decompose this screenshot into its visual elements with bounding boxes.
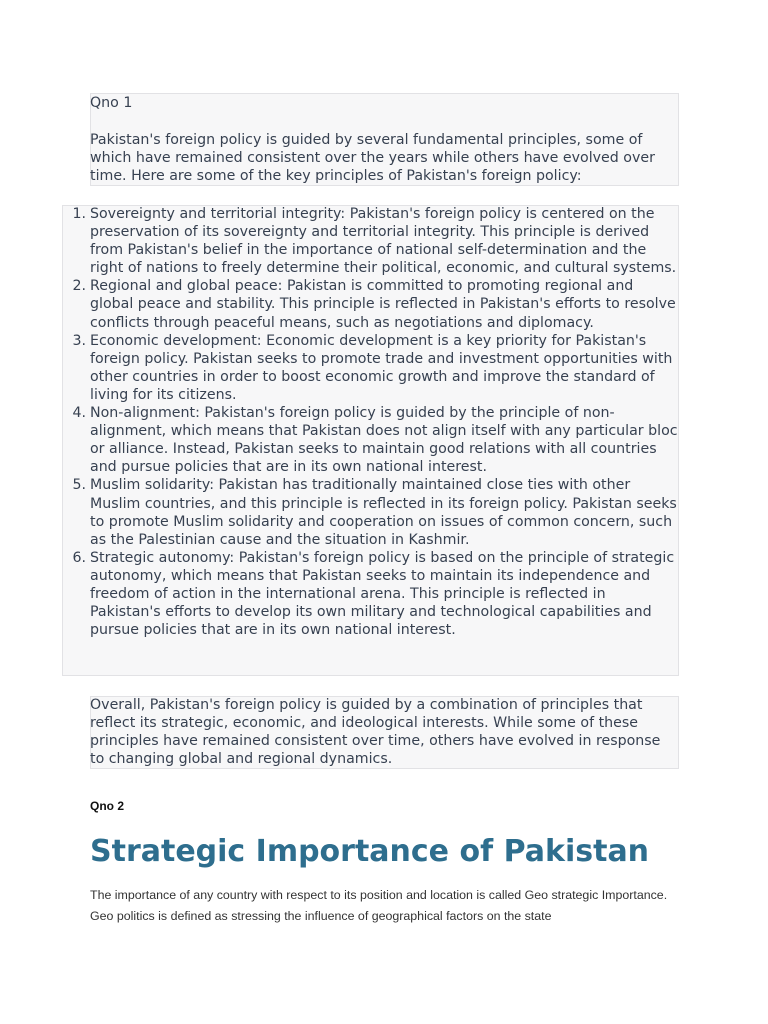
list-item-text: Regional and global peace: Pakistan is committed to promoting regional and global peace and stability. This principle is reflected in Pakistan's efforts to resolve conflicts through peaceful means, such as negotiations and diplomacy. [90, 278, 676, 331]
list-item-text: Sovereignty and territorial integrity: Pakistan's foreign policy is centered on the preservation of its sovereignty and territorial integrity. This principle is derived from Pakistan's belief in the importance of national self-determination and the right of nations to freely determine their political, economic, and cultural systems. [90, 206, 677, 277]
list-item [72, 332, 678, 404]
list-number: 2. [72, 278, 86, 295]
body-paragraph: The importance of any country with respect to its position and location is called Geo strategic Importance. Geo politics is defined as stressing the influence of geographical factors on the state [90, 888, 668, 923]
principles-list [72, 205, 678, 639]
list-item [72, 277, 678, 331]
list-item-text: Strategic autonomy: Pakistan's foreign policy is based on the principle of strategic autonomy, which means that Pakistan seeks to maintain its independence and freedom of action in the international arena. This principle is reflected in Pakistan's efforts to develop its own military and technological capabilities and pursue policies that are in its own national interest. [90, 549, 675, 639]
conclusion-paragraph: Overall, Pakistan's foreign policy is guided by a combination of principles that reflect its strategic, economic, and ideological interests. While some of these principles have remained consistent over time, others have evolved in response to changing global and regional dynamics. [90, 697, 661, 768]
intro-paragraph: Pakistan's foreign policy is guided by several fundamental principles, some of which have remained consistent over the years while others have evolved over time. Here are some of the key principles of Pakistan's foreign policy: [90, 132, 655, 185]
list-number: 1. [72, 206, 86, 222]
list-item-text: Non-alignment: Pakistan's foreign policy is guided by the principle of non-alignment, which means that Pakistan does not align itself with any particular bloc or alliance. Instead, Pakistan seeks to maintain good relations with all countries and pursue policies that are in its own national interest. [90, 405, 678, 476]
list-number: 4. [72, 405, 86, 422]
list-item [72, 549, 678, 639]
list-item [72, 205, 678, 277]
list-number: 3. [72, 332, 86, 349]
question-label-2: Qno 2 [90, 799, 125, 813]
list-number: 5. [72, 477, 86, 494]
list-item [72, 404, 678, 476]
list-item [72, 476, 678, 548]
section-heading: Strategic Importance of Pakistan [90, 834, 650, 869]
question-label-1: Qno 1 [90, 95, 133, 111]
list-item-text: Economic development: Economic development is a key priority for Pakistan's foreign policy. Pakistan seeks to promote trade and investment opportunities with other countries in order to boost economic growth and improve the standard of living for its citizens. [90, 332, 673, 403]
list-number: 6. [72, 549, 86, 566]
list-item-text: Muslim solidarity: Pakistan has traditionally maintained close ties with other Muslim countries, and this principle is reflected in its foreign policy. Pakistan seeks to promote Muslim solidarity and cooperation on issues of common concern, such as the Palestinian cause and the situation in Kashmir. [90, 477, 677, 548]
